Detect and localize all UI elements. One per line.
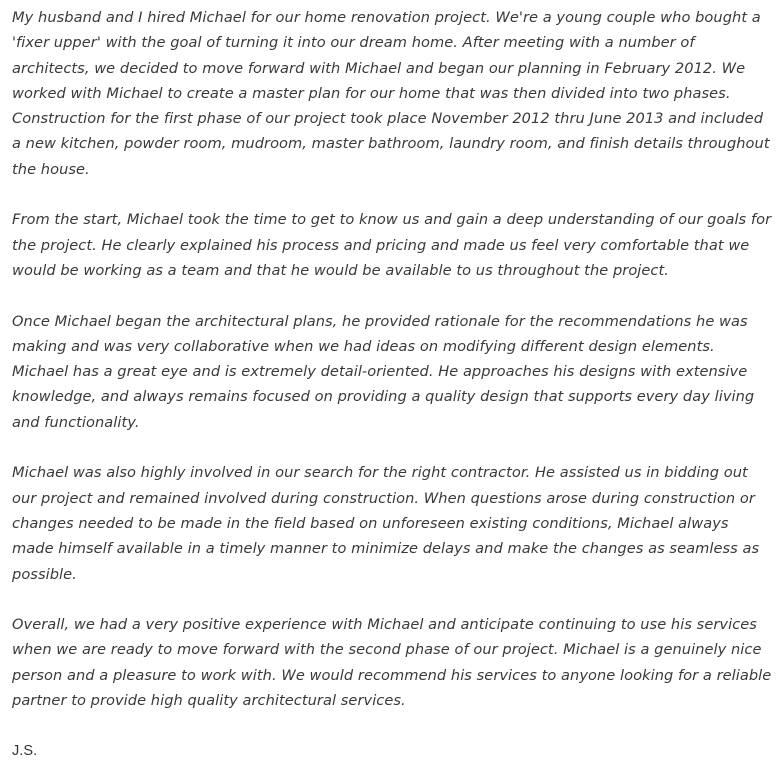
paragraph-intro: My husband and I hired Michael for our home renovation project. We're a young couple who bought a 'fixer upper' with the goal of turning it into our dream home. After meeting with a number of architects, we decided to move forward with Michael and began our planning in February 2012. We worked with Michael to create a master plan for our home that was then divided into two phases. Construction for the first phase of our project took place November 2012 thru June 2013 and included a new kitchen, powder room, mudroom, master bathroom, laundry room, and finish details throughout the house. — [12, 9, 770, 178]
paragraph-overall: Overall, we had a very positive experience with Michael and anticipate continuing to use his services when we are ready to move forward with the second phase of our project. Michael is a genuinely nice person and a pleasure to work with. We would recommend his services to anyone looking for a reliable partner to provide high quality architectural services. — [12, 616, 772, 710]
paragraph-contractor: Michael was also highly involved in our search for the right contractor. He assisted us in bidding out our project and remained involved during construction. When questions arose during construction or changes needed to be made in the field based on unforeseen existing conditions, Michael always made himself available in a timely manner to minimize delays and make the changes as seamless as possible. — [12, 464, 760, 583]
paragraph-start: From the start, Michael took the time to get to know us and gain a deep understanding of our goals for the project. He clearly explained his process and pricing and made us feel very comfortable that we would be working as a team and that he would be available to us throughout the project. — [12, 211, 772, 279]
paragraph-plans: Once Michael began the architectural plans, he provided rationale for the recommendations he was making and was very collaborative when we had ideas on modifying different design elements. Michael has a great eye and is extremely detail-oriented. He approaches his designs with extensive knowledge, and always remains focused on providing a quality design that supports every day living and functionality. — [12, 312, 755, 431]
testimonial-letter — [12, 5, 772, 764]
signature: J.S. — [12, 742, 38, 759]
